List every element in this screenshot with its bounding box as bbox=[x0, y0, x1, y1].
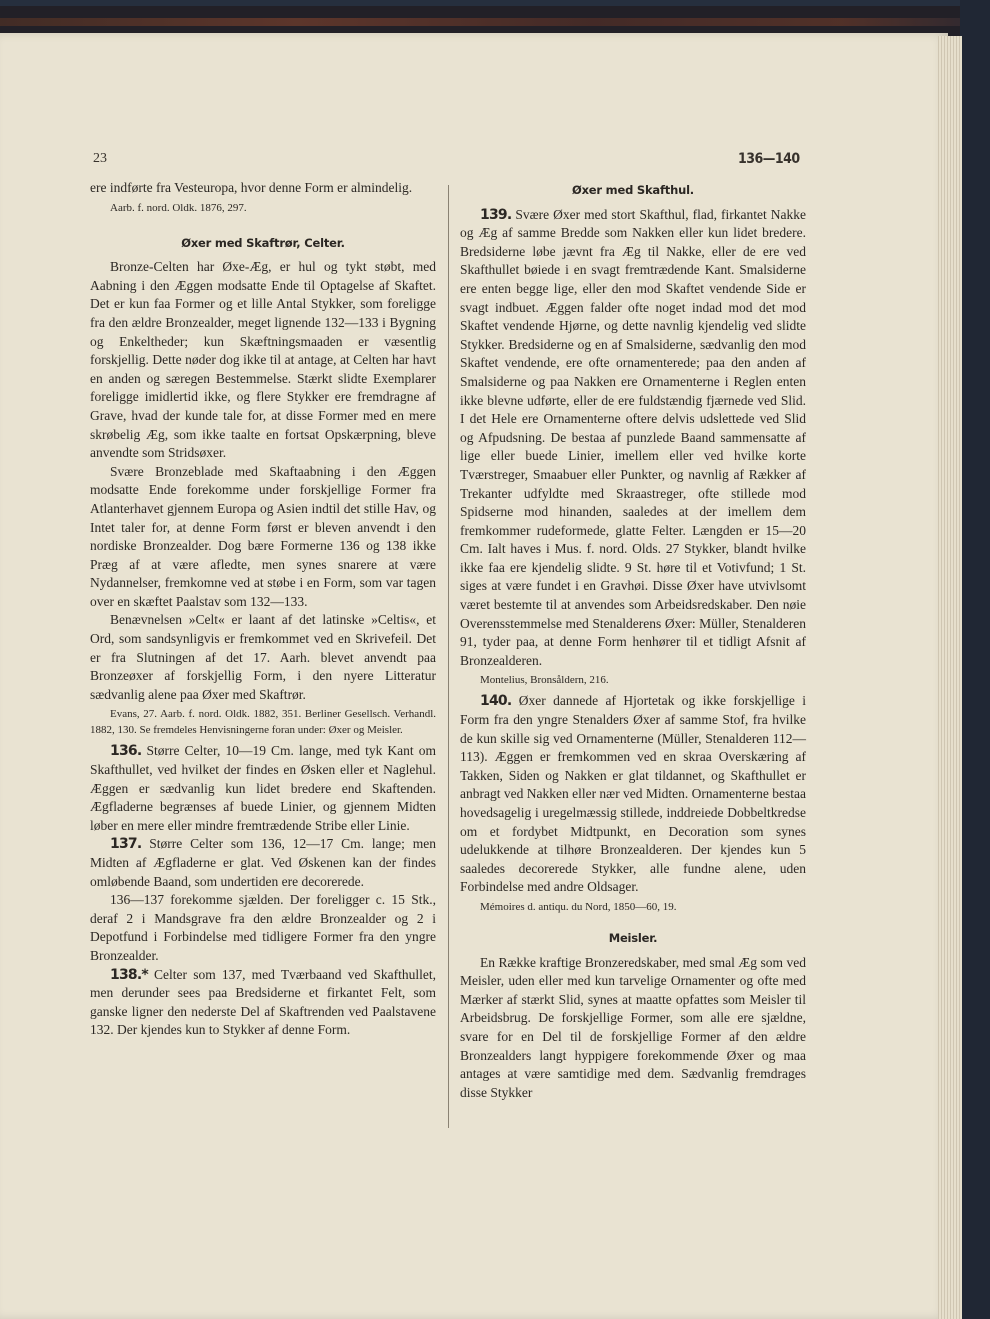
entry-138 bbox=[90, 966, 436, 1040]
reference-aarb-1876: Aarb. f. nord. Oldk. 1876, 297. bbox=[110, 201, 247, 214]
entry-number-136: 136. bbox=[110, 743, 142, 760]
book-top-strip bbox=[0, 0, 990, 36]
reference-evans: Evans, 27. Aarb. f. nord. Oldk. 1882, 351. Berliner Gesellsch. Verhandl. 1882, 130. Se fremdeles Henvisningerne foran under: Øxer og Meisler. bbox=[90, 708, 436, 737]
heading-skafthul: Øxer med Skafthul. bbox=[572, 183, 694, 197]
entry-137 bbox=[90, 835, 436, 891]
entry-138-text: Celter som 137, med Tværbaand ved Skafthullet, men derunder sees paa Bredsiderne et firkantet Felt, som ganske ligner den nederste Del af Skaftrenden ved Paalstavene 132. Der kjendes kun to Stykker af denne Form. bbox=[90, 966, 437, 1038]
entry-139 bbox=[460, 206, 806, 671]
page-number-right: 136—140 bbox=[738, 151, 800, 167]
entry-number-140: 140. bbox=[480, 693, 512, 710]
entry-136-text: Større Celter, 10—19 Cm. lange, med tyk Kant om Skafthullet, ved hvilket der findes en Øsken eller et Naglehul. Æggen er sædvanlig kun lidet bredere end Skaftenden. Ægfladerne begrænses af buede Linier, og gjennem Midten løber en mere eller mindre fremtrædende Stribe eller Linie. bbox=[90, 743, 437, 833]
entry-140-text: Øxer dannede af Hjortetak og ikke forskjellige i Form fra den yngre Stenalders Øxer af samme Stof, fra hvilke de kun skille sig ved Ornamenterne (Müller, Stenalderen 112—113). Æggen er fremkommen ved en skraa Overskæring af Takken, Siden og Nakken er glat tildannet, og Skafthullet er anbragt ved Nakken eller nær ved Midten. Ornamenterne bestaa hovedsagelig i uregelmæssig stillede, inddreiede Dobbeltkredse om et fordybet Midtpunkt, en Decoration som synes udelukkende at tilhøre Bronzealderen. Der kjendes kun 5 saaledes decorerede Stykker, alle fundne alene, uden Forbindelse med andre Oldsager. bbox=[460, 693, 806, 895]
reference-memoires: Mémoires d. antiqu. du Nord, 1850—60, 19. bbox=[480, 900, 677, 913]
entry-139-text: Svære Øxer med stort Skafthul, flad, firkantet Nakke og Æg af samme Bredde som Nakken eller kun lidet bredere. Bredsiderne løbe jævnt fra Æg til Nakke, eller de ere ved Skafthullet bøiede i en svagt fremtrædende Kant. Smalsiderne ere enten begge lige, eller den mod Skaftet vendende Side er svagt indbuet. Æggen falder ofte noget indad mod det mod Skaftet vendende Hjørne, og dette navnlig kjendelig ved slidte Stykker. Bredsiderne og en af Smalsiderne, sædvanlig den mod Skaftet vendende, ere ofte ornamenterede; paa den anden af Smalsiderne og paa Nakken ere Ornamenterne i Reglen enten ikke blevne udførte, eller de ere fuldstændig fjærnede ved Slid. I det Hele ere Ornamenterne oftere delvis udslettede ved Slid og Afpudsning. De bestaa af punzlede Baand sammensatte af lige eller buede Linier, imellem eller ved hvilke korte Tværstreger, Smaabuer eller Punkter, og navnlig af Rækker af Trekanter udfyldte med Skraastreger, ofte stillede mod Spidserne mod hinanden, saaledes at der imellem dem fremkommer rudeformede, glatte Felter. Længden er 15—20 Cm. Ialt haves i Mus. f. nord. Olds. 27 Stykker, blandt hvilke ikke faa ere kjendelig slidte. 9 St. høre til et Votivfund; 1 St. siges at være fundet i en Gravhøi. Disse Øxer have utvivlsomt været bestemte til at anvendes som Arbeidsredskaber. Den nøie Overensstemmelse med Stenalderens Øxer: Müller, Stenalderen 91, tyder paa, at denne Form henhører til et tidligt Afsnit af Bronzealderen. bbox=[460, 206, 806, 668]
binding-spine-band bbox=[0, 18, 990, 26]
left-column bbox=[90, 179, 436, 1040]
book-cover-right bbox=[960, 0, 990, 1319]
entry-140 bbox=[460, 692, 806, 897]
entry-number-139: 139. bbox=[480, 206, 512, 223]
page-edges bbox=[938, 36, 962, 1319]
page-number-left: 23 bbox=[93, 151, 107, 166]
paragraph-136-137: 136—137 forekomme sjælden. Der foreligger c. 15 Stk., deraf 2 i Mandsgrave fra den ældre Bronzealder og 2 i Depotfund i Forbindelse med tidligere Former fra den yngre Bronzealder. bbox=[90, 892, 436, 963]
heading-celter: Øxer med Skaftrør, Celter. bbox=[181, 235, 345, 250]
entry-number-137: 137. bbox=[110, 836, 142, 853]
heading-meisler: Meisler. bbox=[608, 930, 658, 945]
entry-137-text: Større Celter som 136, 12—17 Cm. lange; men Midten af Ægfladerne er glat. Ved Øskenen kan der findes omløbende Baand, som undertiden ere decorerede. bbox=[90, 836, 437, 889]
paragraph-benaevnelsen: Benævnelsen »Celt« er laant af det latinske »Celtis«, et Ord, som sandsynligvis er fremkommet ved en Skrivefeil. Det er fra Slutningen af det 17. Aarh. blevet anvendt paa Bronzeøxer af forskjellig Form, i den nyere Litteratur sædvanlig alene paa Øxer med Skaftrør. bbox=[90, 612, 436, 702]
right-column bbox=[460, 179, 806, 1102]
paragraph-celt-description: Bronze-Celten har Øxe-Æg, er hul og tykt støbt, med Aabning i den Æggen modsatte Ende til Optagelse af Skaftet. Det er kun faa Former og et lille Antal Stykker, som foreligge fra den ældre Bronzealder, meget lignende 132—133 i Bygning og Enkeltheder; kun Skæftningsmaaden er væsentlig forskjellig. Dette nøder dog ikke til at antage, at Celten har havt en anden og særegen Bestemmelse. Stærkt slidte Exemplarer foreligge imidlertid ikke, og flere Stykker ere fremdragne af Grave, hvad der kunde tale for, at disse Former med en mere skrøbelig Æg, som ikke taalte en fortsat Opskærpning, bleve anvendte som Stridsøxer. bbox=[90, 259, 436, 461]
entry-number-138: 138.* bbox=[110, 966, 148, 983]
entry-136 bbox=[90, 742, 436, 835]
paragraph-meisler: En Række kraftige Bronzeredskaber, med smal Æg som ved Meisler, uden eller med kun tarvelige Ornamenter og ofte med Mærker af stærkt Slid, synes at maatte opfattes som Meisler til Arbeidsbrug. De forskjellige Former, som alle ere sjældne, svare for en Del til de forskjellige Former af den ældre Bronzealders langt hyppigere forekommende Øxer og maa antages at være samtidige med dem. Sædvanlig fremdrages disse Stykker bbox=[460, 954, 806, 1100]
paragraph-bronzeblade: Svære Bronzeblade med Skaftaabning i den Æggen modsatte Ende forekomme under forskjellige Former fra Atlanterhavet gjennem Europa og Asien indtil det stille Hav, og Intet taler for, at denne Form først er bleven anvendt i den nordiske Bronzealder. Dog bære Formerne 136 og 138 ikke Præg af at være afledte, men synes snarere at være Nydannelser, fremkomne ved at støbe i en Form, som var tagen over en skæftet Paalstav som 132—133. bbox=[90, 463, 436, 609]
column-rule bbox=[448, 185, 449, 1128]
paragraph-continued: ere indførte fra Vesteuropa, hvor denne Form er almindelig. bbox=[90, 180, 413, 195]
binding-blue-edge bbox=[0, 0, 990, 6]
reference-montelius: Montelius, Bronsåldern, 216. bbox=[480, 674, 609, 687]
